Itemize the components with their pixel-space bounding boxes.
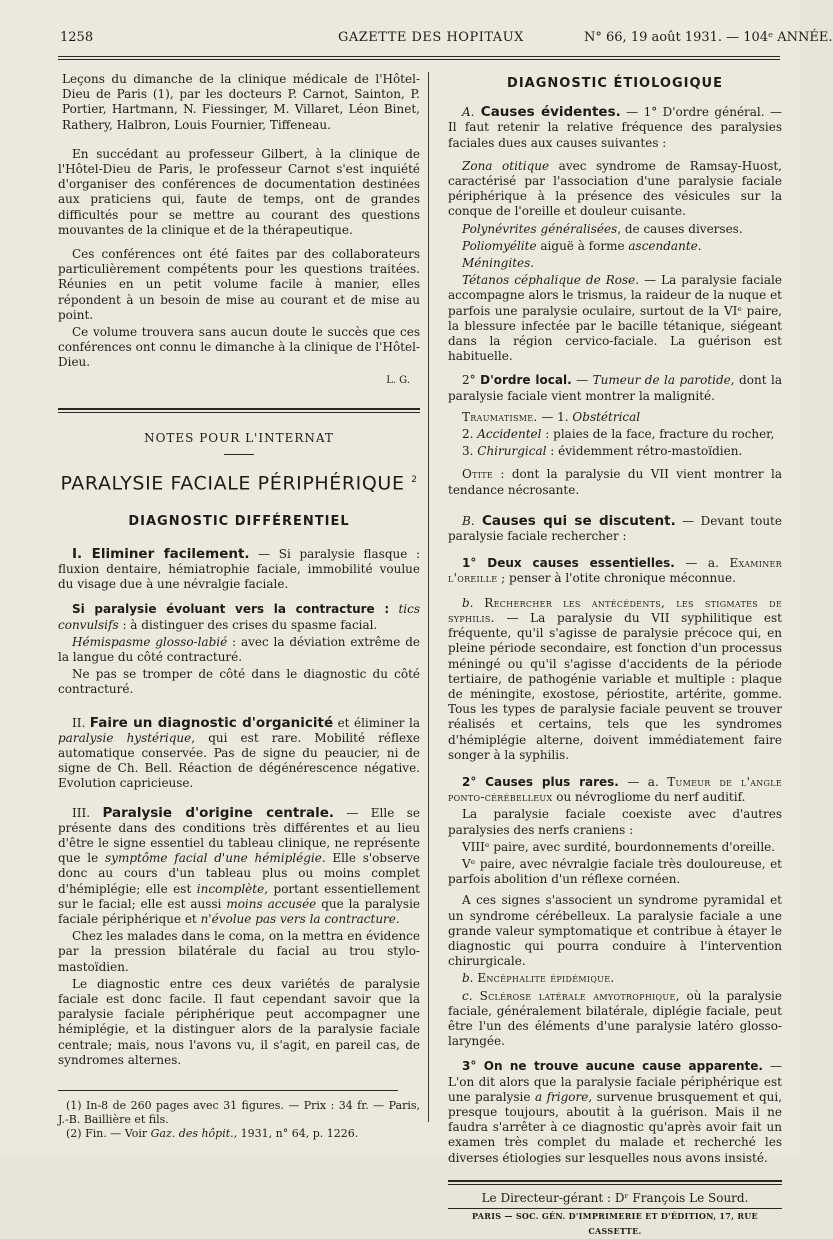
- page-number: 1258: [60, 30, 94, 45]
- section-a: A. Causes évidentes. — 1° D'ordre général. — Il faut retenir la relative fréquence des paralysies faciales dues aux causes suivantes :: [448, 104, 783, 150]
- lecons-paragraph-1: En succédant au professeur Gilbert, à la clinique de l'Hôtel-Dieu de Paris, le professeur Carnot s'est inquiété d'organiser des conférences de documentation destinées aux praticiens qui, faute de temps, ont de grandes difficultés pour se mettre au courant des questions mouvantes de la clinique et de la thérapeutique.: [58, 146, 420, 237]
- section-b3: 3° On ne trouve aucune cause apparente. — L'on dit alors que la paralysie faciale périphérique est une paralysie a frigore, survenue brusquement et qui, presque toujours, aboutit à la guérison. Mais il ne faudra s'arrêter à ce diagnostic qu'après avoir fait un examen très complet du malade et recherché les diverses étiologies sur lesquelles nous avons insisté.: [448, 1059, 783, 1165]
- traumatisme-2: 2. Accidentel : plaies de la face, fracture du rocher,: [462, 427, 775, 442]
- section-1d: Ne pas se tromper de côté dans le diagnostic du côté contracturé.: [58, 667, 420, 697]
- section-b2b: b. Encéphalite épidémique.: [462, 971, 615, 986]
- imprint-line: PARIS — SOC. GÉN. D'IMPRIMERIE ET D'ÉDITION, 17, RUE CASSETTE.: [472, 1211, 758, 1237]
- tetanos-paragraph: Tétanos céphalique de Rose. — La paralysie faciale accompagne alors le trismus, la raideur de la nuque et parfois une paralysie oculaire, surtout de la VIᵉ paire, la blessure infectée par le bacille tétanique, siégeant dans la région cervico-faciale. La guérison est habituelle.: [448, 273, 782, 364]
- section-b2-p5: A ces signes s'associent un syndrome pyramidal et un syndrome cérébelleux. La paralysie faciale a une grande valeur symptomatique et contribue à étayer le diagnostic qui pourra conduire à l'intervention chirurgicale.: [448, 893, 782, 969]
- section-b2-p4: Vᵉ paire, avec névralgie faciale très douloureuse, et parfois abolition d'un réflexe cornéen.: [448, 856, 782, 887]
- section-b2c: c. Sclérose latérale amyotrophique, où la paralysie faciale, généralement bilatérale, diplégie faciale, peut être l'un des éléments d'une paralysie latéro glosso-laryngée.: [448, 988, 782, 1049]
- poliomyelite: Poliomyélite aiguë à forme ascendante.: [462, 238, 702, 253]
- traumatisme-1: Traumatisme. — 1. Obstétrical: [462, 409, 641, 424]
- footer-rule: [448, 1180, 782, 1182]
- right-column: [448, 72, 782, 1239]
- section-b2: 2° Causes plus rares. — a. Tumeur de l'angle ponto-cérébelleux ou névrogliome du nerf auditif.: [448, 774, 782, 805]
- notes-heading: NOTES POUR L'INTERNAT: [144, 430, 334, 445]
- footnote-2: (2) Fin. — Voir Gaz. des hôpit., 1931, n° 64, p. 1226.: [66, 1127, 359, 1141]
- lecons-paragraph-3: Ce volume trouvera sans aucun doute le succès que ces conférences ont connu le dimanche à la clinique de l'Hôtel-Dieu.: [58, 325, 420, 370]
- meningites: Méningites.: [462, 256, 535, 271]
- section-3: III. Paralysie d'origine centrale. — Elle se présente dans des conditions très différentes et au lieu d'être le signe essentiel du tableau clinique, ne représente que le symptôme facial d'une hémiplégie. Elle s'observe donc au cours d'un tableau plus ou moins complet d'hémiplégie; elle est incomplète, portant essentiellement sur le facial; elle est aussi moins accusée que la paralysie faciale périphérique et n'évolue pas vers la contracture.: [58, 804, 421, 927]
- ordre-local: 2° D'ordre local. — Tumeur de la parotide, dont la paralysie faciale vient montrer la malignité.: [448, 373, 782, 403]
- issue-info: N° 66, 19 août 1931. — 104ᵉ ANNÉE.: [584, 30, 833, 45]
- column-divider: [428, 72, 429, 1122]
- running-header: [0, 30, 833, 52]
- article-title-note: 2: [411, 475, 418, 486]
- section-2: II. Faire un diagnostic d'organicité et éliminer la paralysie hystérique, qui est rare. Mobilité réflexe automatique conservée. Pas de signe du peaucier, ni de signe de Ch. Bell. Réaction de dégénérescence négative. Evolution capricieuse.: [58, 714, 421, 791]
- short-rule: [224, 454, 254, 455]
- zona-paragraph: Zona otitique avec syndrome de Ramsay-Huost, caractérisé par l'association d'une paralysie faciale périphérique à la présence des vésicules sur la conque de l'oreille et douleur cuisante.: [448, 158, 782, 219]
- section-1b: Si paralysie évoluant vers la contracture : tics convulsifs : à distinguer des crises du spasme facial.: [58, 602, 420, 632]
- lecons-title: Leçons du dimanche de la clinique médicale de l'Hôtel-Dieu de Paris (1), par les docteurs P. Carnot, Sainton, P. Portier, Hartmann, N. Fiessinger, M. Villaret, Léon Binet, Rathery, Halbron, Louis Fournier, Tiffeneau.: [62, 72, 420, 132]
- journal-title: GAZETTE DES HOPITAUX: [338, 30, 524, 45]
- traumatisme-3: 3. Chirurgical : évidemment rétro-mastoïdien.: [462, 444, 743, 459]
- article-title-text: PARALYSIE FACIALE PÉRIPHÉRIQUE: [60, 472, 405, 495]
- section-rule-2: [58, 412, 420, 413]
- footnote-1: (1) In-8 de 260 pages avec 31 figures. — Prix : 34 fr. — Paris, J.-B. Baillière et fils.: [58, 1099, 420, 1127]
- section-1: I. Eliminer facilement. — Si paralysie flasque : fluxion dentaire, hémiatrophie faciale, immobilité voulue du visage due à une névralgie faciale.: [58, 545, 420, 592]
- otite-paragraph: Otite : dont la paralysie du VII vient montrer la tendance nécrosante.: [448, 467, 782, 497]
- section-b1: 1° Deux causes essentielles. — a. Examiner l'oreille ; penser à l'otite chronique méconnue.: [448, 556, 782, 586]
- section-b2-p3: VIIIᵉ paire, avec surdité, bourdonnements d'oreille.: [462, 839, 776, 854]
- lecons-paragraph-2: Ces conférences ont été faites par des collaborateurs particulièrement compétents pour les questions traitées. Réunies en un petit volume facile à manier, elles répondent à un besoin de mise au courant et de mise au point.: [58, 247, 420, 322]
- footer-rule-2: [448, 1184, 782, 1185]
- section-3-paragraph-2: Chez les malades dans le coma, on la mettra en évidence par la pression bilatérale du facial au trou stylo-mastoïdien.: [58, 929, 420, 974]
- section-3-paragraph-3: Le diagnostic entre ces deux variétés de paralysie faciale est donc facile. Il faut cependant savoir que la paralysie faciale périphérique peut accompagner une hémiplégie, et la distinguer alors de la paralysie faciale centrale; mais, nous l'avons vu, il s'agit, en pareil cas, de syndromes alternes.: [58, 976, 420, 1067]
- article-title: [58, 472, 420, 495]
- section-subtitle: DIAGNOSTIC DIFFÉRENTIEL: [128, 513, 350, 529]
- director-line: Le Directeur-gérant : Dʳ François Le Sourd.: [481, 1190, 749, 1205]
- section-1c: Hémispasme glosso-labié : avec la déviation extrême de la langue du côté contracturé.: [58, 634, 421, 665]
- section-b: B. Causes qui se discutent. — Devant toute paralysie faciale rechercher :: [448, 512, 782, 544]
- footnote-rule: [58, 1090, 398, 1091]
- section-rule: [58, 408, 420, 410]
- section-b2-p2: La paralysie faciale coexiste avec d'autres paralysies des nerfs craniens :: [448, 807, 782, 837]
- header-rule-2: [58, 59, 780, 60]
- etiology-heading: DIAGNOSTIC ÉTIOLOGIQUE: [507, 76, 723, 91]
- signature: L. G.: [386, 374, 410, 386]
- section-b1b: b. Rechercher les antécédents, les stigmates de syphilis. — La paralysie du VII syphilitique est fréquente, qu'il s'agisse de paralysie précoce qui, en pleine période secondaire, est fonction d'un processus méningé ou qu'il s'agisse d'accidents de la période tertiaire, de pathogénie variable et multiple : plaque de méningite, exostose, périostite, artérite, gomme. Tous les types de paralysie faciale peuvent se trouver réalisés et certains, tels que les syndromes d'hémiplégie alterne, doivent immédiatement faire songer à la syphilis.: [448, 595, 783, 762]
- polynevrites: Polynévrites généralisées, de causes diverses.: [462, 221, 743, 236]
- left-column: [58, 72, 420, 1141]
- header-rule: [58, 56, 780, 57]
